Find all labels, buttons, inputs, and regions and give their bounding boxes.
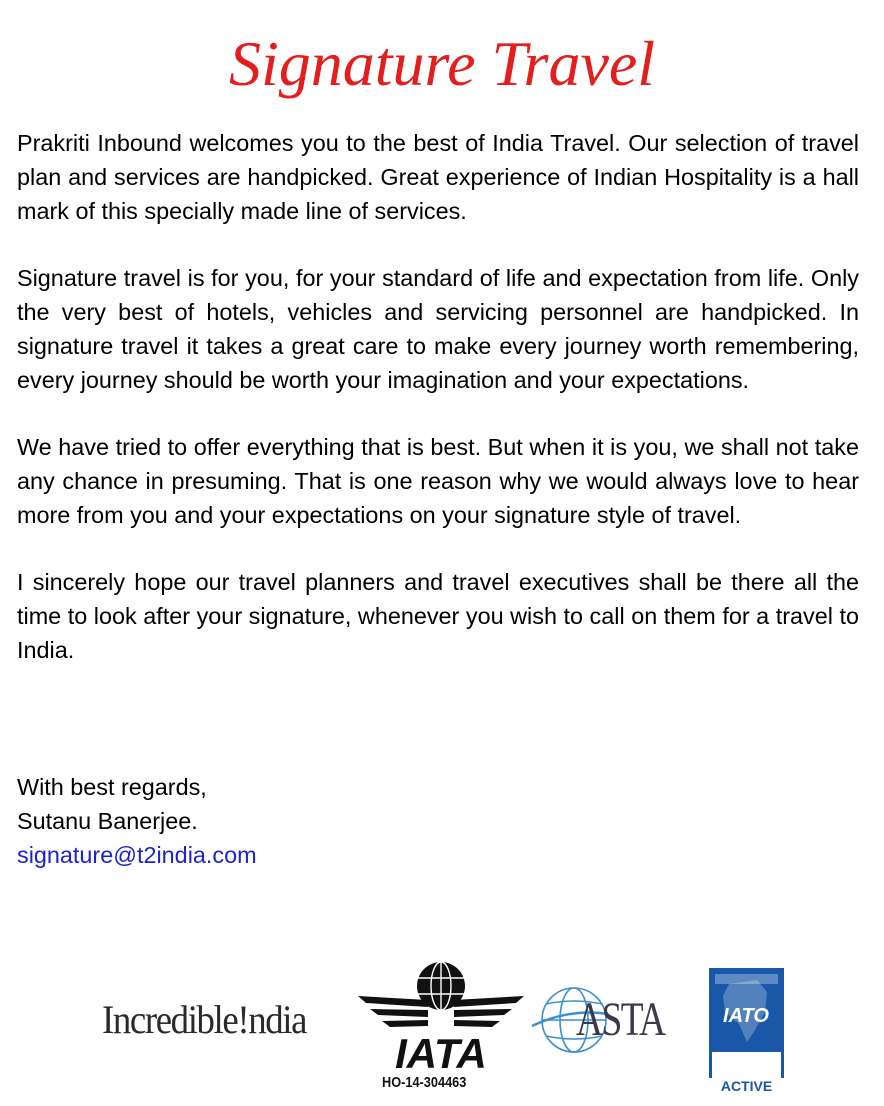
iato-subtitle <box>712 1052 781 1080</box>
signature-block <box>17 770 257 872</box>
asta-wordmark: ASTA <box>576 993 665 1046</box>
paragraph-1: Prakriti Inbound welcomes you to the best of India Travel. Our selection of travel plan and services are handpicked. Great experience of Indian Hospitality is a hall mark of this specially made line of services. <box>17 130 859 224</box>
signatory-name: Sutanu Banerjee. <box>17 808 198 834</box>
iato-status: ACTIVE <box>709 1078 784 1094</box>
letter-body <box>17 126 859 700</box>
svg-text:IATO: IATO <box>723 1005 769 1027</box>
asta-logo <box>530 978 682 1062</box>
india-map-icon <box>709 968 784 1048</box>
iata-globe-wings-icon <box>356 960 526 1076</box>
iato-logo <box>709 968 784 1094</box>
paragraph-3: We have tried to offer everything that is best. But when it is you, we shall not take any chance in presuming. That is one reason why we would always love to hear more from you and your expectations on your signature style of travel. <box>17 434 859 528</box>
paragraph-4: I sincerely hope our travel planners and travel executives shall be there all the time to look after your signature, whenever you wish to call on them for a travel to India. <box>17 569 859 663</box>
paragraph-2: Signature travel is for you, for your standard of life and expectation from life. Only the very best of hotels, vehicles and servicing personnel are handpicked. In signature travel it takes a great care to make every journey worth remembering, every journey should be worth your imagination and your expectations. <box>17 265 859 393</box>
email-link[interactable]: signature@t2india.com <box>17 842 257 868</box>
page-title: Signature Travel <box>228 28 656 99</box>
affiliation-logos <box>0 960 884 1100</box>
iata-code: HO-14-304463 <box>382 1074 467 1091</box>
svg-text:IATA: IATA <box>395 1030 487 1076</box>
incredible-india-logo: Incredible!ndia <box>102 997 307 1042</box>
iata-logo <box>356 960 526 1092</box>
closing-line: With best regards, <box>17 774 207 800</box>
